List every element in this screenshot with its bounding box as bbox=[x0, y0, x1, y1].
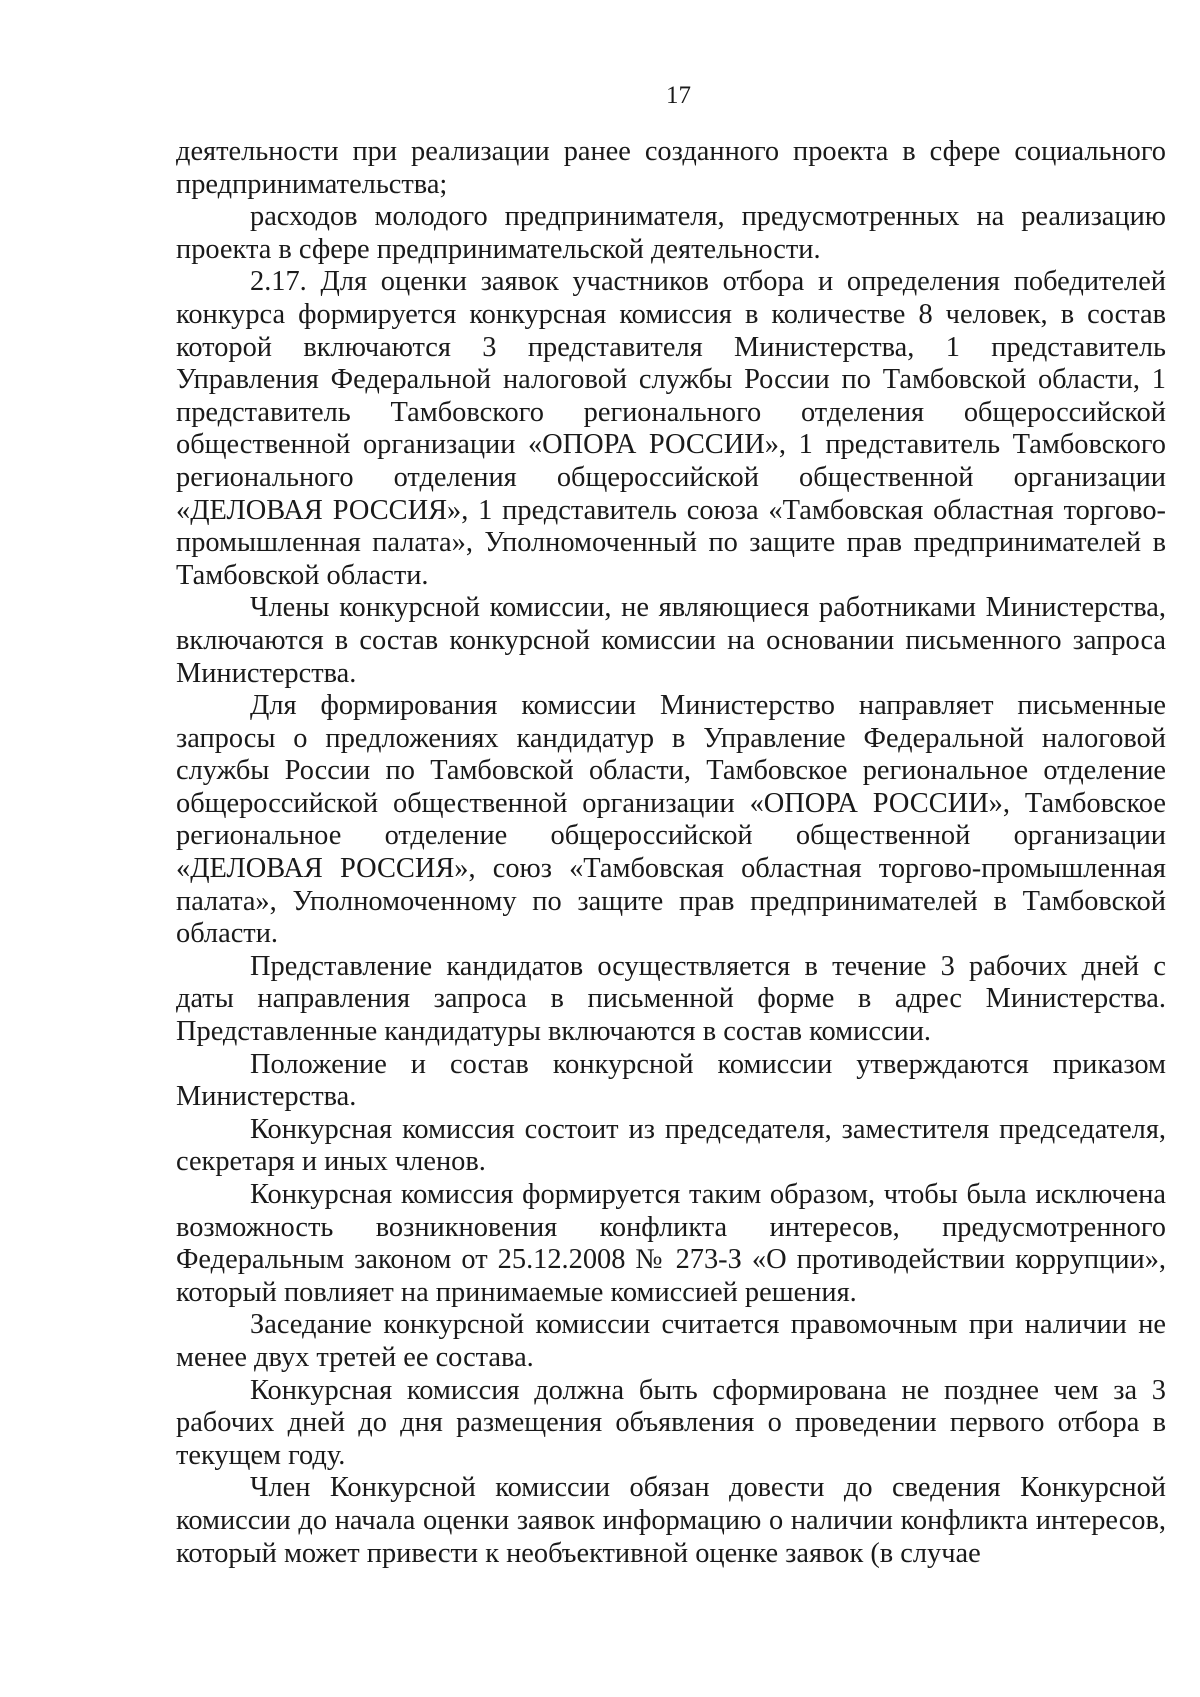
document-body bbox=[176, 136, 1166, 1570]
paragraph: Конкурсная комиссия состоит из председателя, заместителя председателя, секретаря и иных членов. bbox=[176, 1113, 1166, 1178]
paragraph: деятельности при реализации ранее созданного проекта в сфере социального предпринимательства; bbox=[176, 136, 1166, 200]
paragraph: Заседание конкурсной комиссии считается правомочным при наличии не менее двух третей ее состава. bbox=[176, 1309, 1166, 1373]
paragraph: Для формирования комиссии Министерство направляет письменные запросы о предложениях кандидатур в Управление Федеральной налоговой службы России по Тамбовской области, Тамбовское региональное отделение общероссийской общественной организации «ОПОРА РОССИИ», Тамбовское региональное отделение общероссийской общественной организации «ДЕЛОВАЯ РОССИЯ», союз «Тамбовская областная торгово-промышленная палата», Уполномоченному по защите прав предпринимателей в Тамбовской области. bbox=[176, 690, 1166, 950]
paragraph: расходов молодого предпринимателя, предусмотренных на реализацию проекта в сфере предпринимательской деятельности. bbox=[176, 201, 1166, 265]
paragraph: Положение и состав конкурсной комиссии утверждаются приказом Министерства. bbox=[176, 1048, 1166, 1113]
paragraph: Члены конкурсной комиссии, не являющиеся работниками Министерства, включаются в состав конкурсной комиссии на основании письменного запроса Министерства. bbox=[176, 592, 1166, 689]
page-number: 17 bbox=[666, 82, 691, 109]
paragraph: Конкурсная комиссия формируется таким образом, чтобы была исключена возможность возникновения конфликта интересов, предусмотренного Федеральным законом от 25.12.2008 № 273-З «О противодействии коррупции», который повлияет на принимаемые комиссией решения. bbox=[176, 1179, 1166, 1308]
paragraph: Конкурсная комиссия должна быть сформирована не позднее чем за 3 рабочих дней до дня размещения объявления о проведении первого отбора в текущем году. bbox=[176, 1374, 1166, 1471]
paragraph: 2.17. Для оценки заявок участников отбора и определения победителей конкурса формируется конкурсная комиссия в количестве 8 человек, в состав которой включаются 3 представителя Министерства, 1 представитель Управления Федеральной налоговой службы России по Тамбовской области, 1 представитель Тамбовского регионального отделения общероссийской общественной организации «ОПОРА РОССИИ», 1 представитель Тамбовского регионального отделения общероссийской общественной организации «ДЕЛОВАЯ РОССИЯ», 1 представитель союза «Тамбовская областная торгово-промышленная палата», Уполномоченный по защите прав предпринимателей в Тамбовской области. bbox=[176, 266, 1166, 591]
paragraph: Член Конкурсной комиссии обязан довести до сведения Конкурсной комиссии до начала оценки заявок информацию о наличии конфликта интересов, который может привести к необъективной оценке заявок (в случае bbox=[176, 1472, 1166, 1569]
paragraph: Представление кандидатов осуществляется в течение 3 рабочих дней с даты направления запроса в письменной форме в адрес Министерства. Представленные кандидатуры включаются в состав комиссии. bbox=[176, 950, 1166, 1048]
